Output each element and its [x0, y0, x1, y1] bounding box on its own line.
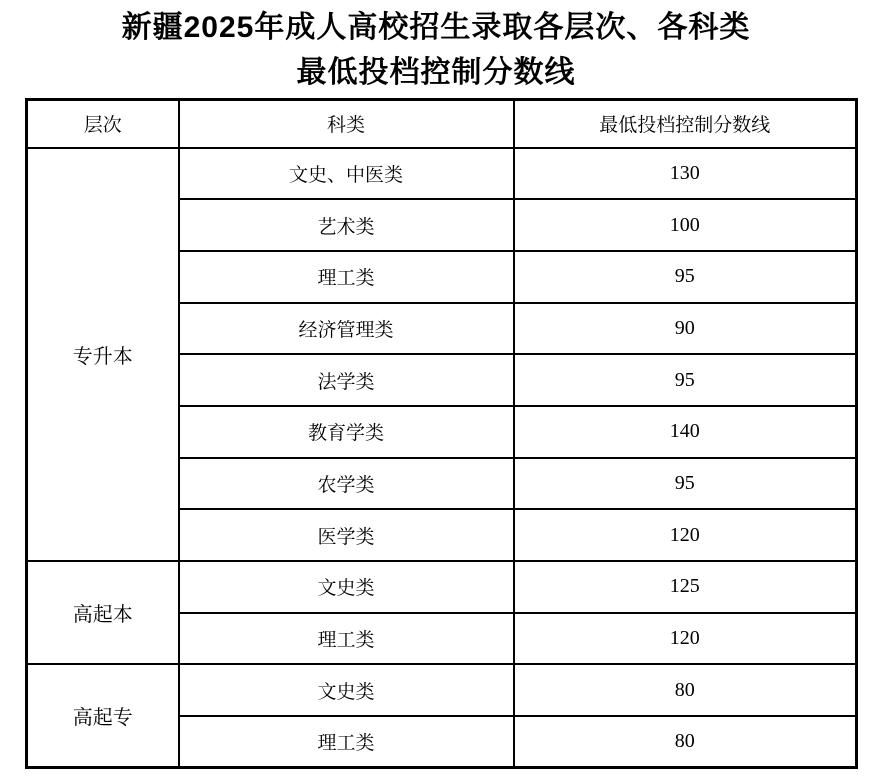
score-cell: 95	[514, 458, 857, 510]
level-cell-gaoqiben: 高起本	[27, 561, 179, 664]
category-cell: 经济管理类	[179, 303, 514, 355]
category-cell: 文史类	[179, 664, 514, 716]
level-cell-zhuanshengben: 专升本	[27, 148, 179, 562]
score-cell: 100	[514, 199, 857, 251]
header-category: 科类	[179, 100, 514, 148]
page-title	[0, 0, 872, 95]
score-cell: 80	[514, 664, 857, 716]
category-cell: 法学类	[179, 354, 514, 406]
header-level: 层次	[27, 100, 179, 148]
score-cell: 95	[514, 251, 857, 303]
score-cell: 90	[514, 303, 857, 355]
page-title-line-2: 最低投档控制分数线	[296, 56, 576, 89]
score-cell: 130	[514, 148, 857, 200]
header-score: 最低投档控制分数线	[514, 100, 857, 148]
score-cell: 120	[514, 613, 857, 665]
category-cell: 理工类	[179, 251, 514, 303]
table-row	[27, 561, 857, 613]
category-cell: 农学类	[179, 458, 514, 510]
score-cell: 95	[514, 354, 857, 406]
category-cell: 文史、中医类	[179, 148, 514, 200]
category-cell: 艺术类	[179, 199, 514, 251]
score-cell: 125	[514, 561, 857, 613]
category-cell: 文史类	[179, 561, 514, 613]
table-header-row	[27, 100, 857, 148]
page-title-line-1: 新疆2025年成人高校招生录取各层次、各科类	[121, 11, 751, 44]
score-cell: 120	[514, 509, 857, 561]
category-cell: 医学类	[179, 509, 514, 561]
category-cell: 理工类	[179, 716, 514, 768]
score-table	[25, 98, 858, 769]
level-cell-gaoqizhuan: 高起专	[27, 664, 179, 767]
table-row	[27, 664, 857, 716]
category-cell: 理工类	[179, 613, 514, 665]
category-cell: 教育学类	[179, 406, 514, 458]
score-cell: 80	[514, 716, 857, 768]
table-row	[27, 148, 857, 200]
score-cell: 140	[514, 406, 857, 458]
